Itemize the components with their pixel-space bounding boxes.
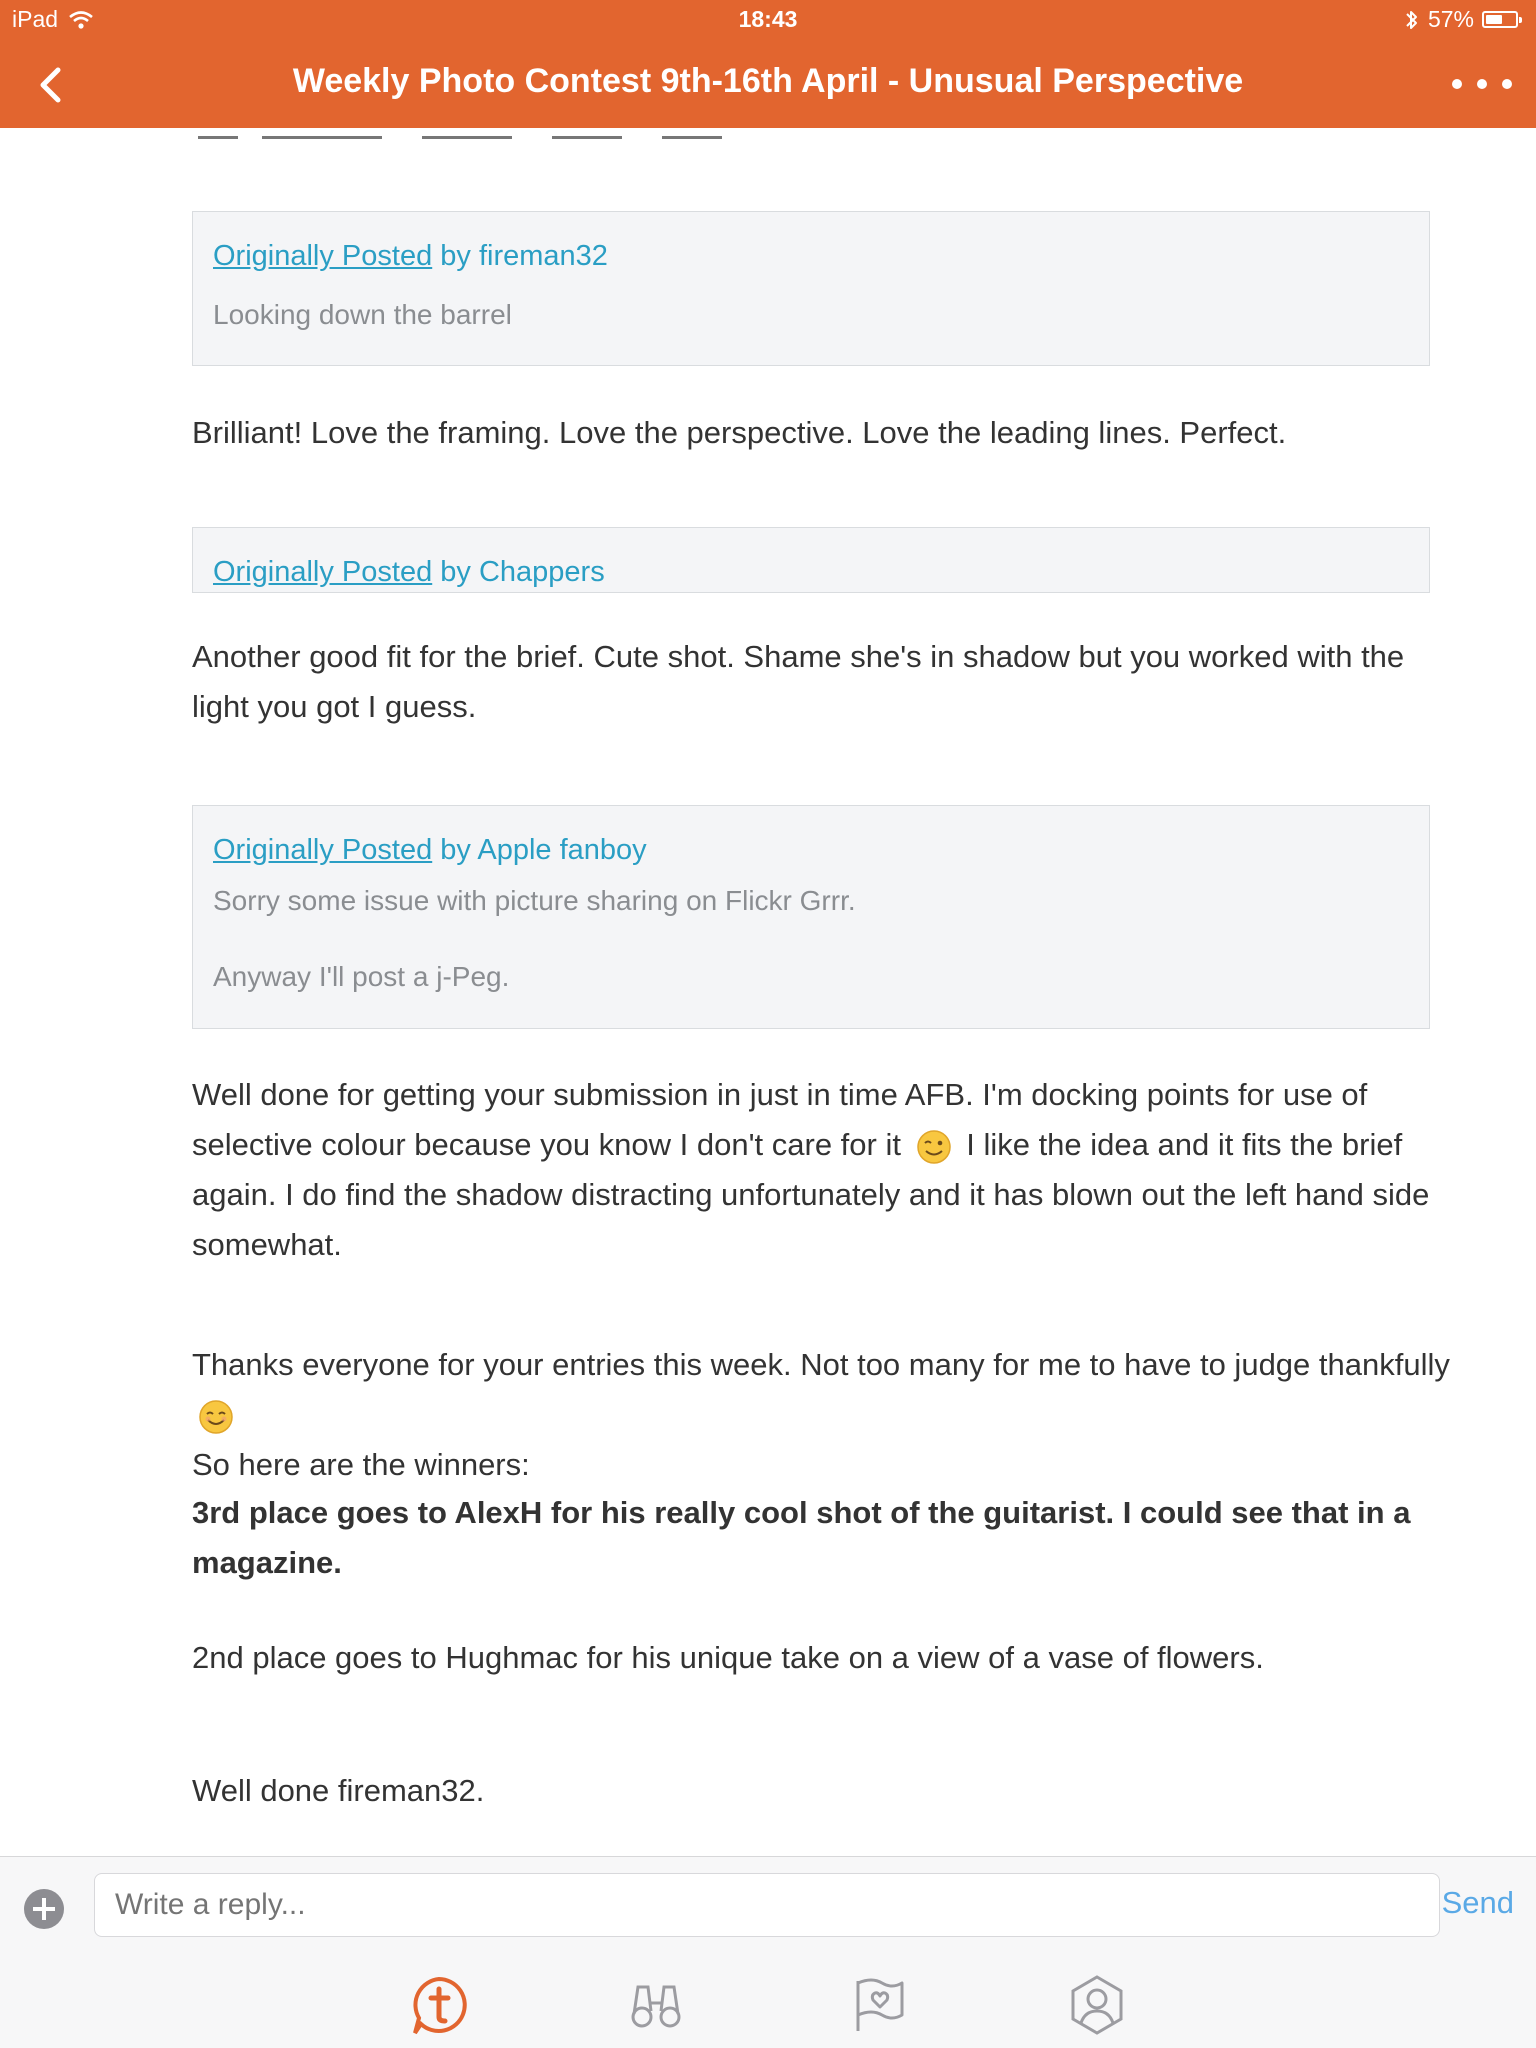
back-chevron-icon[interactable] [28,60,78,110]
reply-bar [0,1856,1536,1952]
post-text-part: Well done for getting your submission in just in time AFB. I'm docking points for use of selective colour because you know I don't care for it [192,1077,1368,1162]
clock: 18:43 [738,6,798,32]
tab-bar [0,1951,1536,2048]
quote-header [213,240,1409,273]
quote-source-link[interactable]: Originally Posted [213,556,433,588]
quote-block [192,805,1430,1029]
post-text-part: Thanks everyone for your entries this week. Not too many for me to have to judge thankfully [192,1347,1450,1382]
battery-percent: 57% [1427,6,1474,32]
battery-fill [1486,15,1502,24]
app-header [0,0,1536,128]
forum-flag-icon[interactable] [848,1973,912,2037]
thread-content[interactable] [0,128,1536,1856]
send-button[interactable]: Send [1441,1885,1514,1920]
post-text: Well done fireman32. [192,1773,485,1808]
post-text: Another good fit for the brief. Cute shot. Shame she's in shadow but you worked with the light you got I guess. [192,639,1405,724]
post-text-bold: 3rd place goes to AlexH for his really cool shot of the guitarist. I could see that in a magazine. [192,1495,1411,1580]
clipped-text-line [192,128,752,146]
quote-header [213,834,1409,867]
quote-author[interactable]: by fireman32 [440,240,608,272]
bluetooth-icon [1404,8,1420,32]
quote-block [192,211,1430,366]
quote-source-link[interactable]: Originally Posted [213,240,433,272]
post-text [192,1340,1462,1490]
quote-block [192,527,1430,593]
quote-text: Looking down the barrel [213,299,512,330]
wink-emoji-icon [916,1129,952,1165]
post-text-part: I like the idea and it fits the brief again. I do find the shadow distracting unfortunately and it has blown out the left hand side somewhat. [192,1127,1430,1262]
device-label: iPad [12,6,59,32]
more-options-icon[interactable] [1452,62,1512,106]
smile-emoji-icon [198,1399,234,1435]
binoculars-icon[interactable] [624,1973,688,2037]
add-attachment-icon[interactable] [24,1889,64,1929]
post-text: Brilliant! Love the framing. Love the perspective. Love the leading lines. Perfect. [192,415,1287,450]
quote-text: Sorry some issue with picture sharing on Flickr Grrr. [213,885,856,916]
nav-bar [0,42,1536,128]
page-title: Weekly Photo Contest 9th-16th April - Unusual Perspective [292,62,1244,100]
reply-input[interactable] [94,1873,1440,1937]
quote-header [213,556,1409,589]
quote-author[interactable]: by Chappers [440,556,605,588]
post-text: 2nd place goes to Hughmac for his unique take on a view of a vase of flowers. [192,1640,1264,1675]
quote-text: Anyway I'll post a j-Peg. [213,961,510,992]
post-text [192,1070,1462,1270]
battery-icon [1482,11,1518,28]
quote-source-link[interactable]: Originally Posted [213,834,433,866]
profile-icon[interactable] [1065,1973,1129,2037]
tapatalk-home-icon[interactable] [407,1973,471,2037]
post-text-part: So here are the winners: [192,1447,530,1482]
quote-author[interactable]: by Apple fanboy [440,834,647,866]
status-bar [0,0,1536,42]
